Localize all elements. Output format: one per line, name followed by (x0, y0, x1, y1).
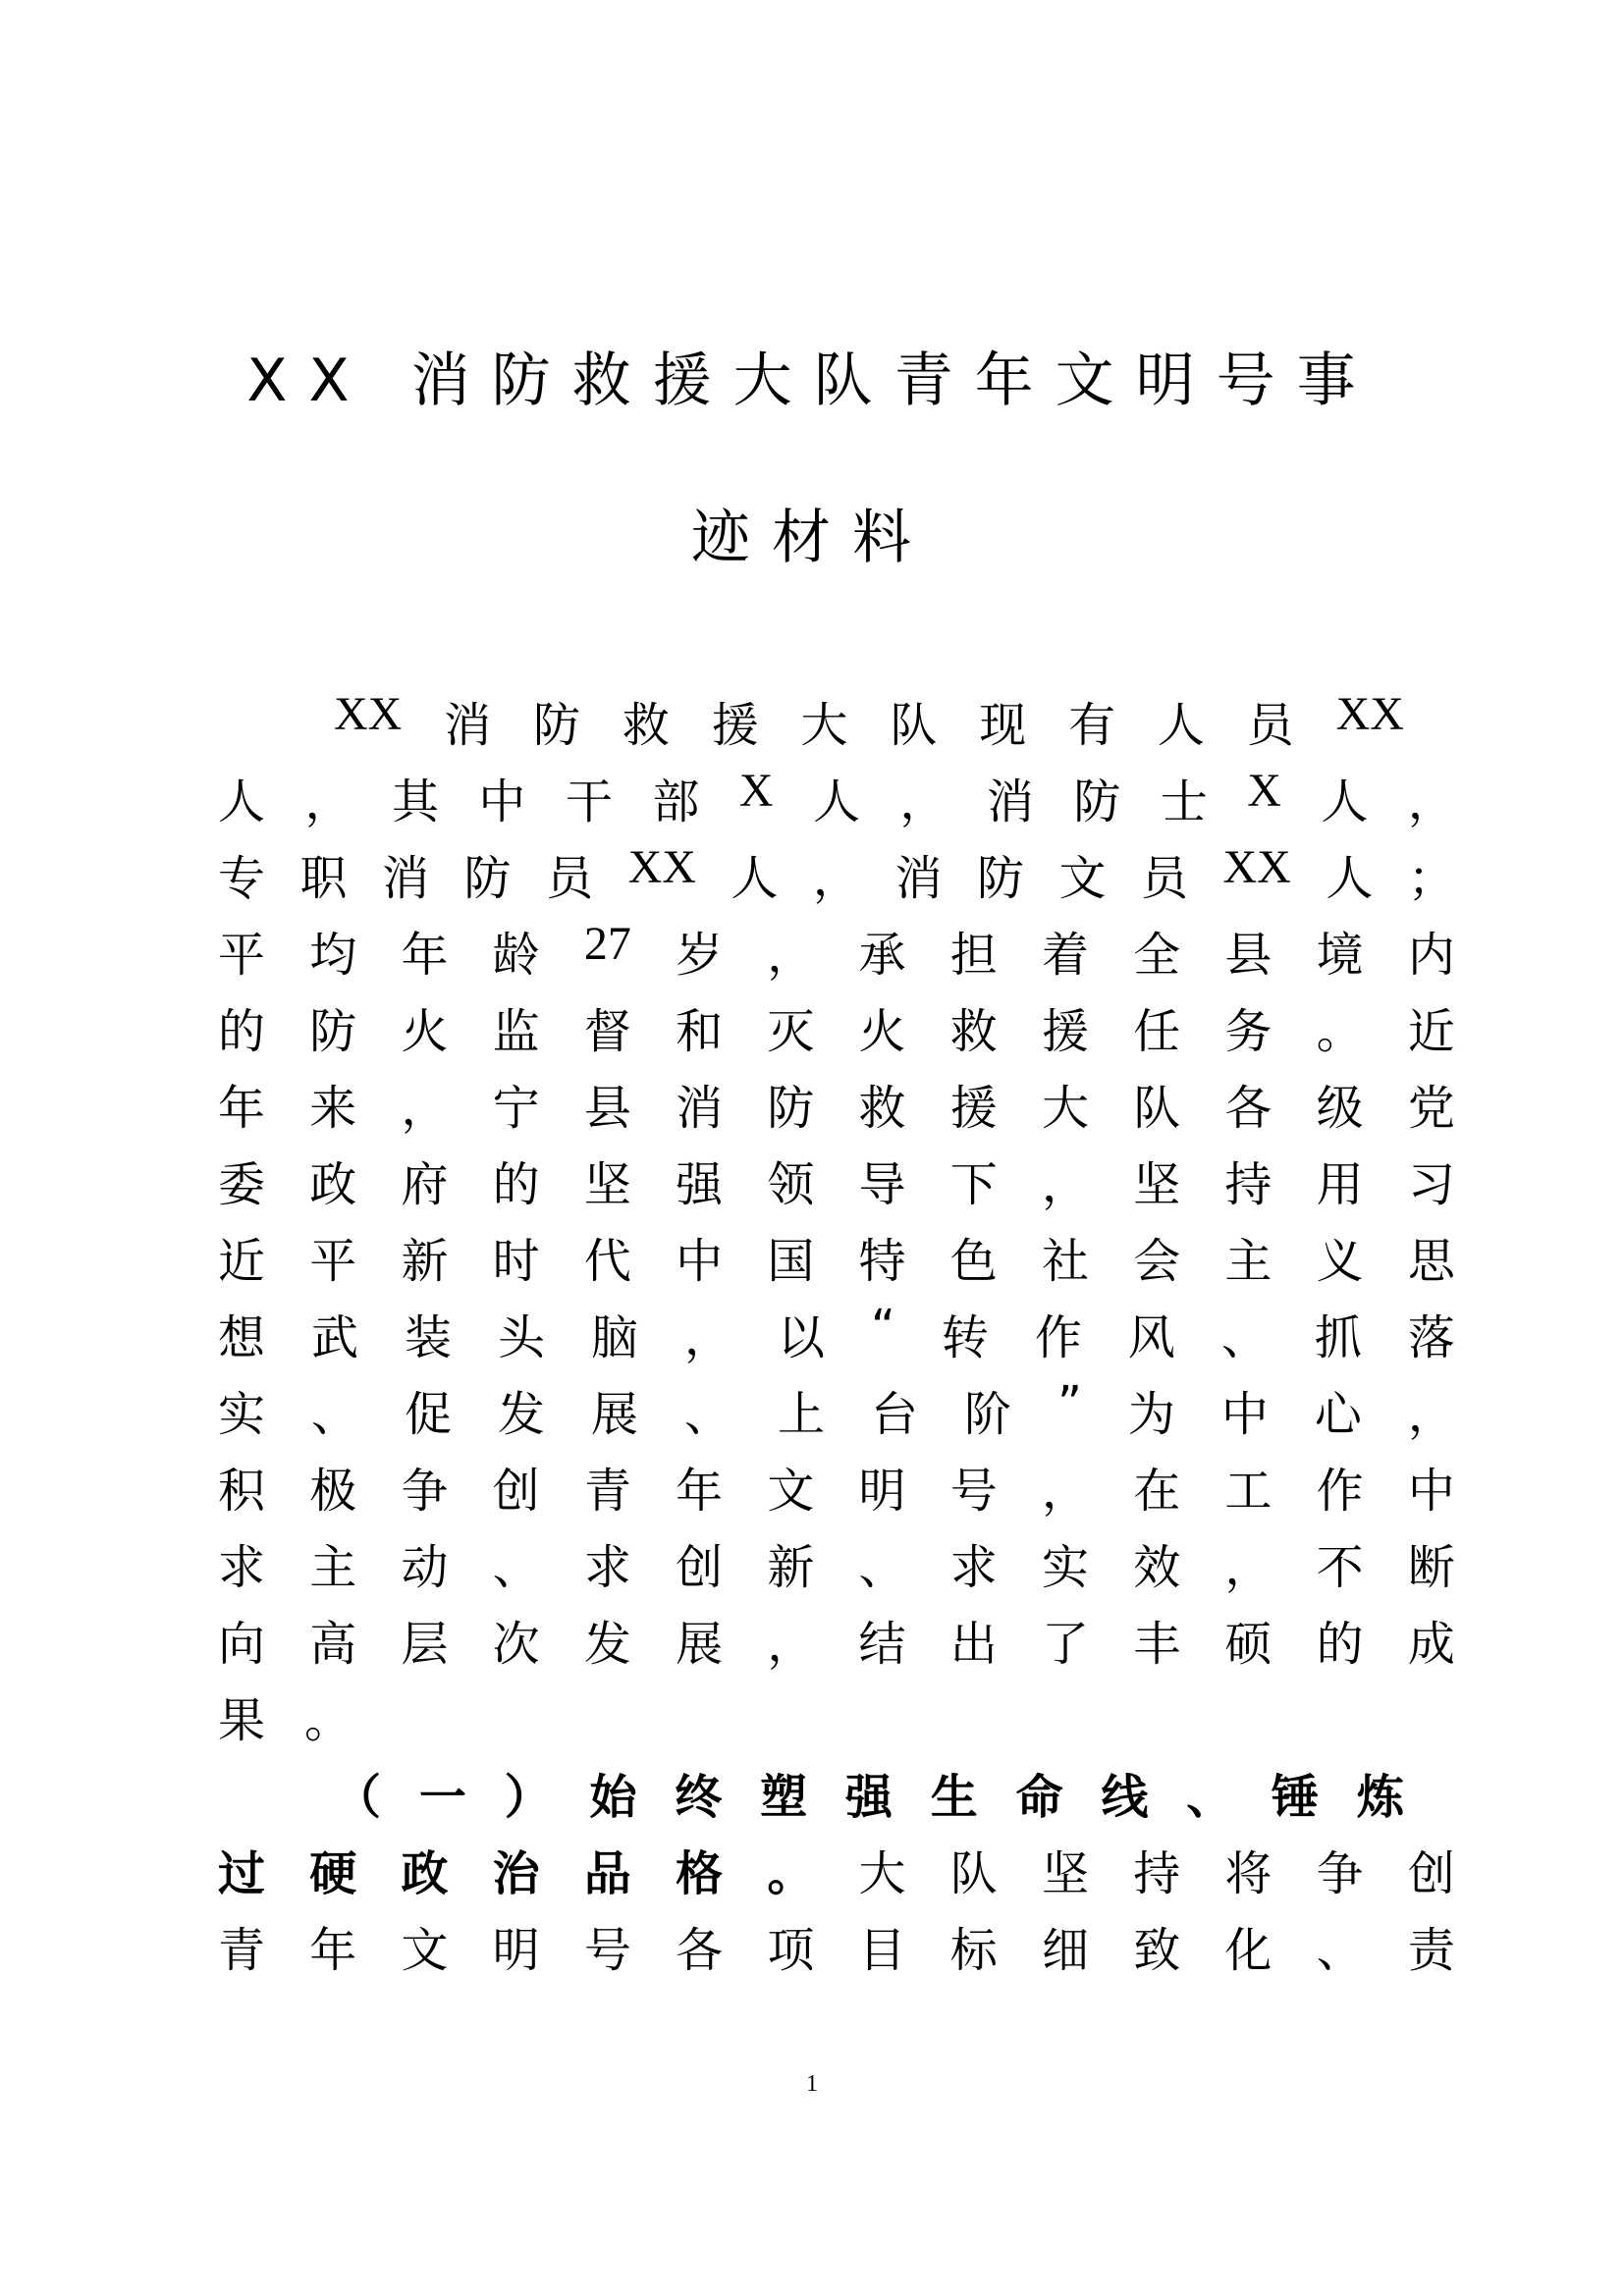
body-line-7: 委 政 府 的 坚 强 领 导 下 ， 坚 持 用 习 (218, 1157, 1455, 1212)
document-title-line-1: XX 消防救援大队青年文明号事 (246, 347, 1378, 415)
body-line-3: 专 职 消 防 员 XX 人 ， 消 防 文 员 XX 人 ； (218, 841, 1455, 906)
body-line-9: 想 武 装 头 脑 ， 以 “ 转 作 风 、 抓 落 (218, 1300, 1455, 1365)
body-line-5: 的 防 火 监 督 和 灭 火 救 援 任 务 。 近 (218, 1004, 1455, 1059)
body-line-1: XX 消 防 救 援 大 队 现 有 人 员 XX (334, 688, 1404, 753)
body-line-14: 果 。 (218, 1693, 352, 1748)
document-title-line-2: 迹材料 (691, 504, 933, 572)
body-line-2: 人 ， 其 中 干 部 X 人 ， 消 防 士 X 人 ， (218, 765, 1455, 829)
section-heading-1: （ 一 ） 始 终 塑 强 生 命 线 、 锤 炼 (334, 1770, 1404, 1825)
section-line-3: 青 年 文 明 号 各 项 目 标 细 致 化 、 责 (218, 1923, 1455, 1978)
body-line-12: 求 主 动 、 求 创 新 、 求 实 效 ， 不 断 (218, 1540, 1455, 1595)
body-line-6: 年 来 ， 宁 县 消 防 救 援 大 队 各 级 党 (218, 1081, 1455, 1136)
page-number: 1 (806, 2071, 818, 2097)
body-line-8: 近 平 新 时 代 中 国 特 色 社 会 主 义 思 (218, 1234, 1455, 1289)
body-line-11: 积 极 争 创 青 年 文 明 号 ， 在 工 作 中 (218, 1464, 1455, 1519)
body-line-13: 向 高 层 次 发 展 ， 结 出 了 丰 硕 的 成 (218, 1617, 1455, 1672)
body-line-10: 实 、 促 发 展 、 上 台 阶 ” 为 中 心 ， (218, 1376, 1455, 1442)
body-line-4: 平 均 年 龄 27 岁 ， 承 担 着 全 县 境 内 (218, 918, 1455, 983)
section-line-2: 过 硬 政 治 品 格 。 大 队 坚 持 将 争 创 (218, 1846, 1455, 1901)
